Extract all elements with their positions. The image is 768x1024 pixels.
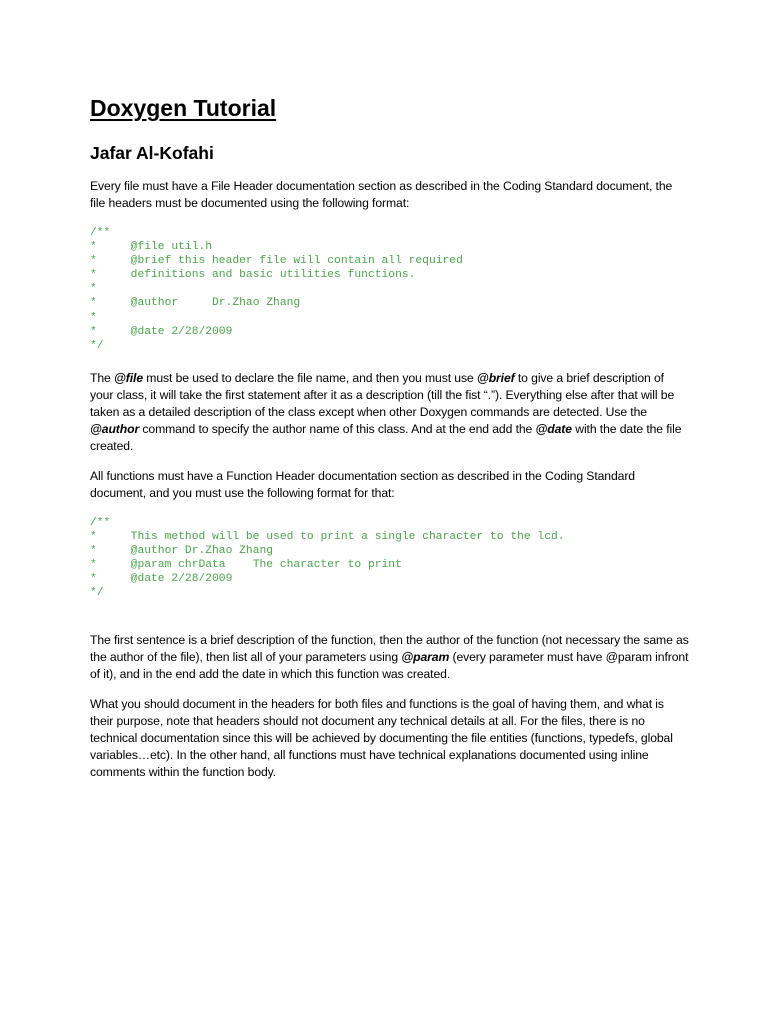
code-line: /**	[90, 516, 111, 529]
keyword-author: @author	[90, 421, 140, 436]
paragraph-file-header-intro: Every file must have a File Header documentation section as described in the Coding Standard document, the file headers must be documented using the following format:	[90, 179, 676, 210]
code-line: *	[90, 311, 97, 324]
code-block-file-header	[90, 226, 690, 353]
keyword-file: @file	[114, 370, 143, 385]
keyword-date: @date	[535, 421, 572, 436]
code-line: * definitions and basic utilities functions.	[90, 269, 416, 282]
code-line: * @file util.h	[90, 241, 213, 254]
document-body	[90, 93, 690, 781]
code-line: * @author Dr.Zhao Zhang	[90, 297, 301, 310]
code-line: * @brief this header file will contain all required	[90, 255, 463, 268]
paragraph-function-tags-explanation: The first sentence is a brief description of the function, then the author of the function (not necessary the same as the author of the file), then list all of your parameters using @param (every parameter must have @param infront of it), and in the end add the date in which this function was created.	[90, 633, 692, 682]
code-line: * This method will be used to print a single character to the lcd.	[90, 530, 565, 543]
doc-title: Doxygen Tutorial	[90, 95, 277, 121]
code-line: /**	[90, 227, 111, 239]
keyword-param: @param	[401, 650, 450, 665]
code-line: */	[90, 587, 104, 600]
code-line: *	[90, 283, 97, 296]
doc-author: Jafar Al-Kofahi	[90, 143, 214, 163]
code-line: * @param chrData The character to print	[90, 559, 402, 572]
code-line: * @author Dr.Zhao Zhang	[90, 545, 274, 558]
paragraph-file-tags-explanation: The @file must be used to declare the file name, and then you must use @brief to give a brief description of your class, it will take the first statement after it as a description (till the fist “.”). Everything else after that will be taken as a detailed description of the class except when other Doxygen commands are detected. Use the @author command to specify the author name of this class. And at the end add the @date with the date the file created.	[90, 370, 685, 453]
paragraph-function-header-intro: All functions must have a Function Header documentation section as described in the Coding Standard document, and you must use the following format for that:	[90, 468, 639, 500]
code-line: * @date 2/28/2009	[90, 325, 233, 338]
code-block-function-header	[90, 516, 690, 601]
keyword-brief: @brief	[476, 370, 515, 385]
code-line: */	[90, 339, 104, 352]
paragraph-documentation-goals: What you should document in the headers for both files and functions is the goal of having them, and what is their purpose, note that headers should not document any technical details at all. For the files, there is no technical documentation since this will be achieved by documenting the file entities (functions, typedefs, global variables…etc). In the other hand, all functions must have technical explanations documented using inline comments within the function body.	[90, 697, 677, 780]
code-line: * @date 2/28/2009	[90, 573, 233, 586]
